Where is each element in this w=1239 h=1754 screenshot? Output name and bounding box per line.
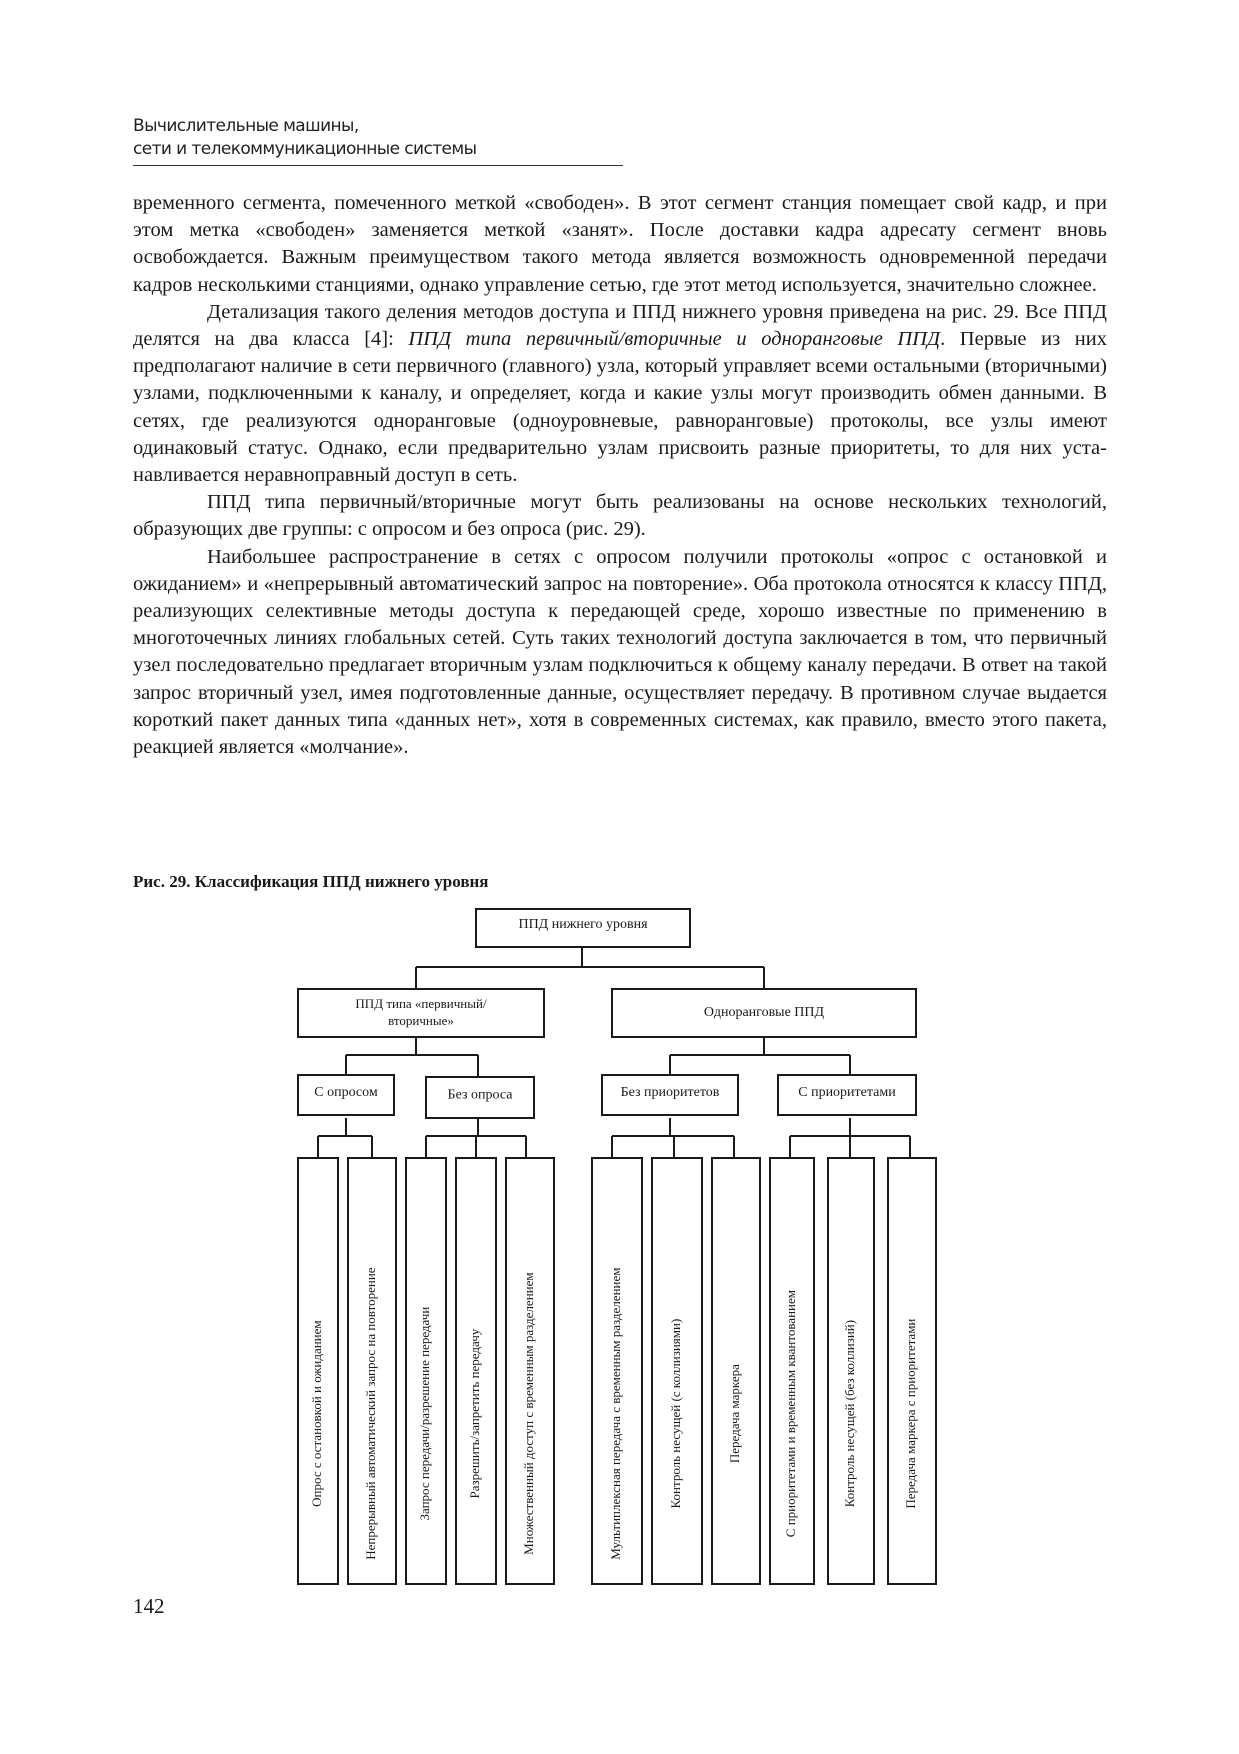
leaf-label: Опрос с остановкой и ожиданием xyxy=(308,1320,324,1507)
leaf-label: Множественный доступ с временным разделением xyxy=(520,1272,536,1555)
diagram-connectors xyxy=(318,947,910,1158)
class-label: Одноранговые ППД xyxy=(703,1005,825,1021)
leaf-label: Мультиплексная передача с временным разделением xyxy=(607,1267,623,1560)
leaf-label: Контроль несущей (без коллизий) xyxy=(841,1319,857,1508)
class-label-line: вторичные» xyxy=(388,1012,454,1028)
leaf-label: Разрешить/запретить передачу xyxy=(466,1328,482,1499)
group-label: С опросом xyxy=(314,1085,378,1101)
running-head-line-2: сети и телекоммуникационные системы xyxy=(133,139,477,159)
group-label: Без опроса xyxy=(447,1087,513,1103)
running-head-line-1: Вычислительные машины, xyxy=(133,116,359,136)
diagram-boxes xyxy=(298,909,936,1584)
italic-term: ППД типа первичный/вторичные и одноранговые ППД xyxy=(408,328,941,351)
figure-caption: Рис. 29. Классификация ППД нижнего уровня xyxy=(133,872,489,891)
group-label: С приоритетами xyxy=(798,1085,896,1101)
paragraph-text: временного сегмента, помеченного меткой «свободен». В этот сегмент станция помещает свой кадр, и при этом метка «свободен» заменяется меткой «занят». После доставки кадра адресату сегмент вновь освобождается. Важным преимуществом такого метода является возможность одновременной передачи кадров несколькими станциями, однако управление сетью, где этот метод используется, значительно сложнее. xyxy=(133,192,1107,296)
leaf-label: С приоритетами и временным квантованием xyxy=(782,1289,798,1538)
page-number: 142 xyxy=(133,1594,165,1618)
paragraph-text: Наибольшее распространение в сетях с опросом получили протоколы «опрос с остановкой и ожиданием» и «непрерывный автоматический запрос на повторение». Оба протокола относятся к классу ППД, реализующих селективные методы доступа к передающей среде, хорошо известные по применению в многоточечных линиях глобальных сетей. Суть таких технологий доступа заключается в том, что первичный узел последовательно предлагает вторичным узлам подключиться к общему каналу передачи. В ответ на такой запрос вторичный узел, имея подготовленные данные, осуществляет передачу. В противном случае выдается короткий пакет данных типа «данных нет», хотя в современных системах, как правило, вместо этого пакета, реакцией является «молчание». xyxy=(133,545,1107,759)
leaf-label: Запрос передачи/разрешение передачи xyxy=(416,1306,432,1521)
root-label: ППД нижнего уровня xyxy=(518,917,648,933)
paragraph-text: . Первые из них предполагают наличие в сети первичного (главного) узла, который управляет всеми остальными (вторичными) узлами, подключенными к каналу, и определяет, когда и какие узлы могут производить обмен данными. В сетях, где реализуются одноранговые (одноуровневые, равноранговые) протоколы, все узлы имеют одинаковый статус. Однако, если предварительно узлам присвоить разные приоритеты, то для них устанавливается неравноправный доступ в сеть. xyxy=(133,328,1107,487)
leaf-label: Передача маркера xyxy=(726,1364,742,1464)
leaf-label: Передача маркера с приоритетами xyxy=(902,1318,918,1509)
leaf-label: Непрерывный автоматический запрос на повторение xyxy=(362,1267,378,1560)
paragraph-text: Детализация такого деления методов доступа и ППД нижнего уровня приведена на рис. 29. Все ППД делятся на два класса [4]: xyxy=(133,300,1107,351)
leaf-label: Контроль несущей (с коллизиями) xyxy=(667,1318,683,1509)
paragraph-text: ППД типа первичный/вторичные могут быть реализованы на основе нескольких технологий, образующих две группы: с опросом и без опроса (рис. 29). xyxy=(133,491,1107,541)
group-label: Без приоритетов xyxy=(620,1085,720,1101)
class-label-line: ППД типа «первичный/ xyxy=(355,995,487,1011)
